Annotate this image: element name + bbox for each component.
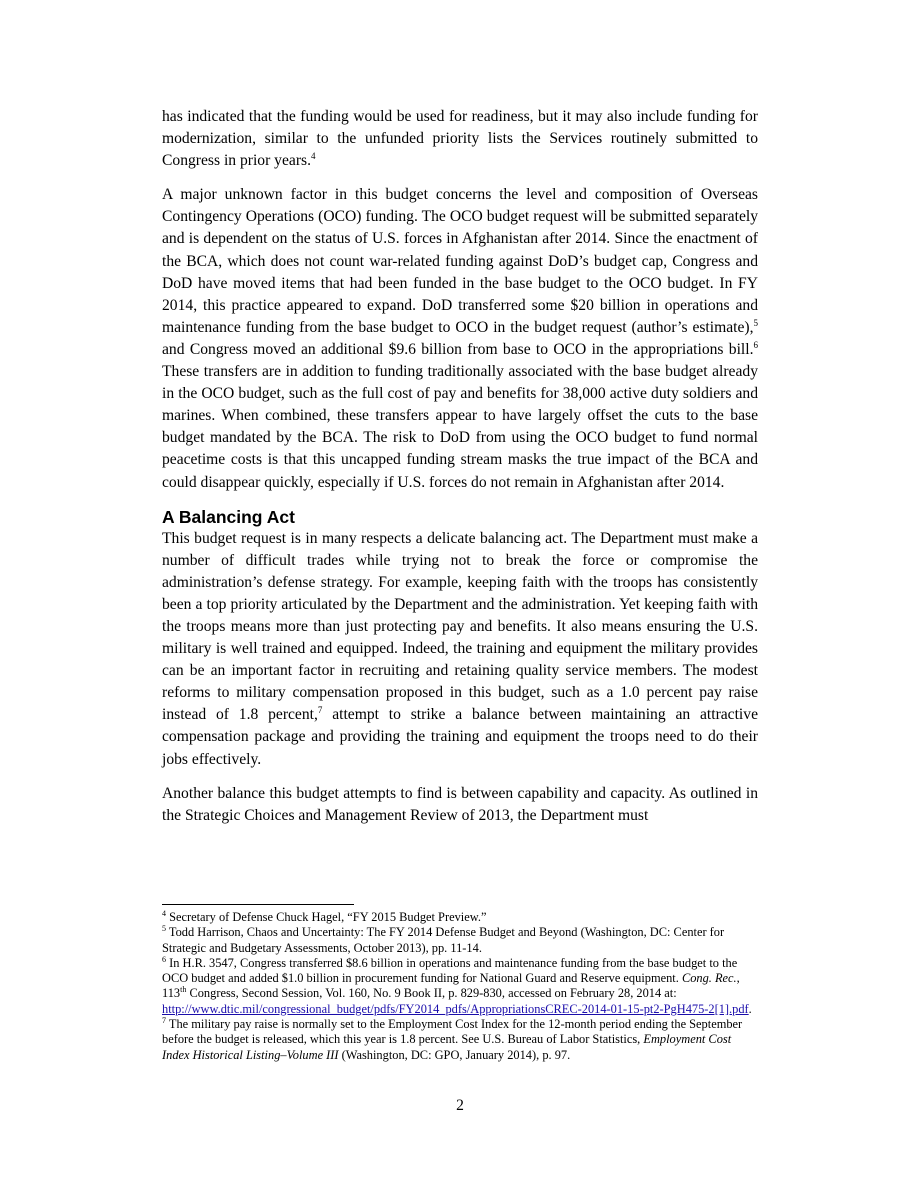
paragraph-text: and Congress moved an additional $9.6 billion from base to OCO in the appropriations bill.: [162, 340, 754, 358]
footnote-text: Secretary of Defense Chuck Hagel, “FY 2015 Budget Preview.”: [166, 910, 487, 924]
footnote-text: Todd Harrison, Chaos and Uncertainty: The FY 2014 Defense Budget and Beyond (Washington, DC: Center for Strategic and Budgetary Assessments, October 2013), pp. 11-14.: [162, 925, 725, 955]
paragraph-balancing-act: [162, 528, 758, 771]
footnote-text: Congress, Second Session, Vol. 160, No. 9 Book II, p. 829-830, accessed on February 28, 2014 at:: [186, 986, 677, 1001]
footnote-citation-title: Cong. Rec.: [681, 971, 737, 986]
section-heading: A Balancing Act: [162, 506, 295, 527]
footnote-number: 6: [162, 954, 166, 964]
footnote-6: [162, 956, 758, 1017]
paragraph-capability-capacity: [162, 783, 758, 827]
footnote-divider: [162, 904, 354, 905]
footnote-link[interactable]: http://www.dtic.mil/congressional_budget/pdfs/FY2014_pdfs/AppropriationsCREC-2014-01-15-pt2-PgH475-2[1].pdf: [162, 1001, 749, 1016]
footnote-number: 4: [162, 909, 166, 918]
paragraph-text: Another balance this budget attempts to find is between capability and capacity. As outlined in the Strategic Choices and Management Review of 2013, the Department must: [162, 784, 758, 824]
footnotes: [162, 910, 758, 1063]
footnote-7: [162, 1017, 758, 1063]
ordinal-suffix: th: [180, 985, 187, 995]
footnote-ref-5[interactable]: 5: [753, 317, 758, 328]
paragraph-text: This budget request is in many respects a delicate balancing act. The Department must make a number of difficult trades while trying not to break the force or compromise the administration’s defense strategy. For example, keeping faith with the troops has consistently been a top priority articulated by the Department and the administration. Yet keeping faith with the troops means more than just protecting pay and benefits. It also means ensuring the U.S. military is well trained and equipped. Indeed, the training and equipment the military provides can be an important factor in recruiting and retaining quality service members. The modest reforms to military compensation proposed in this budget, such as a 1.0 percent pay raise instead of 1.8 percent,: [162, 529, 758, 724]
paragraph-readiness: [162, 106, 758, 172]
footnote-ref-4[interactable]: 4: [310, 151, 316, 162]
footnote-ref-6[interactable]: 6: [753, 339, 758, 350]
paragraph-text: attempt to strike a balance between maintaining an attractive compensation package and providing the training and equipment the troops need to do their jobs effectively.: [162, 706, 758, 768]
footnote-text: In H.R. 3547, Congress transferred $8.6 billion in operations and maintenance funding from the base budget to the OCO budget and added $1.0 billion in procurement funding for National Guard and Reserve equipment.: [162, 955, 738, 986]
footnote-citation-title: Employment Cost Index Historical Listing–Volume III: [162, 1032, 732, 1062]
footnote-number: 5: [162, 924, 166, 934]
body-text: [162, 106, 758, 839]
paragraph-text: A major unknown factor in this budget concerns the level and composition of Overseas Contingency Operations (OCO) funding. The OCO budget request will be submitted separately and is dependent on the status of U.S. forces in Afghanistan after 2014. Since the enactment of the BCA, which does not count war-related funding against DoD’s budget cap, Congress and DoD have moved items that had been funded in the base budget to the OCO budget. In FY 2014, this practice appeared to expand. DoD transferred some $20 billion in operations and maintenance funding from the base budget to OCO in the budget request (author’s estimate),: [162, 186, 758, 336]
paragraph-text: has indicated that the funding would be used for readiness, but it may also include funding for modernization, similar to the unfunded priority lists the Services routinely submitted to Congress in prior years.: [162, 108, 758, 170]
footnote-text: .: [748, 1001, 752, 1016]
footnote-4: [162, 910, 758, 925]
footnote-number: 7: [162, 1016, 166, 1026]
page-number: 2: [456, 1097, 464, 1114]
footnote-text: The military pay raise is normally set to the Employment Cost Index for the 12-month period ending the September before the budget is released, which this year is 1.8 percent. See U.S. Bureau of Labor Statistics,: [162, 1017, 743, 1047]
paragraph-text: These transfers are in addition to funding traditionally associated with the base budget already in the OCO budget, such as the full cost of pay and benefits for 38,000 active duty soldiers and marines. When combined, these transfers appear to have largely offset the cuts to the base budget mandated by the BCA. The risk to DoD from using the OCO budget to fund normal peacetime costs is that this uncapped funding stream masks the true impact of the BCA and could disappear quickly, especially if U.S. forces do not remain in Afghanistan after 2014.: [162, 363, 758, 491]
footnote-ref-7[interactable]: 7: [317, 705, 323, 716]
footnote-text: , 113: [162, 971, 740, 1001]
footnote-text: (Washington, DC: GPO, January 2014), p. 97.: [338, 1047, 571, 1062]
paragraph-oco: [162, 184, 758, 493]
footnote-5: [162, 925, 758, 956]
